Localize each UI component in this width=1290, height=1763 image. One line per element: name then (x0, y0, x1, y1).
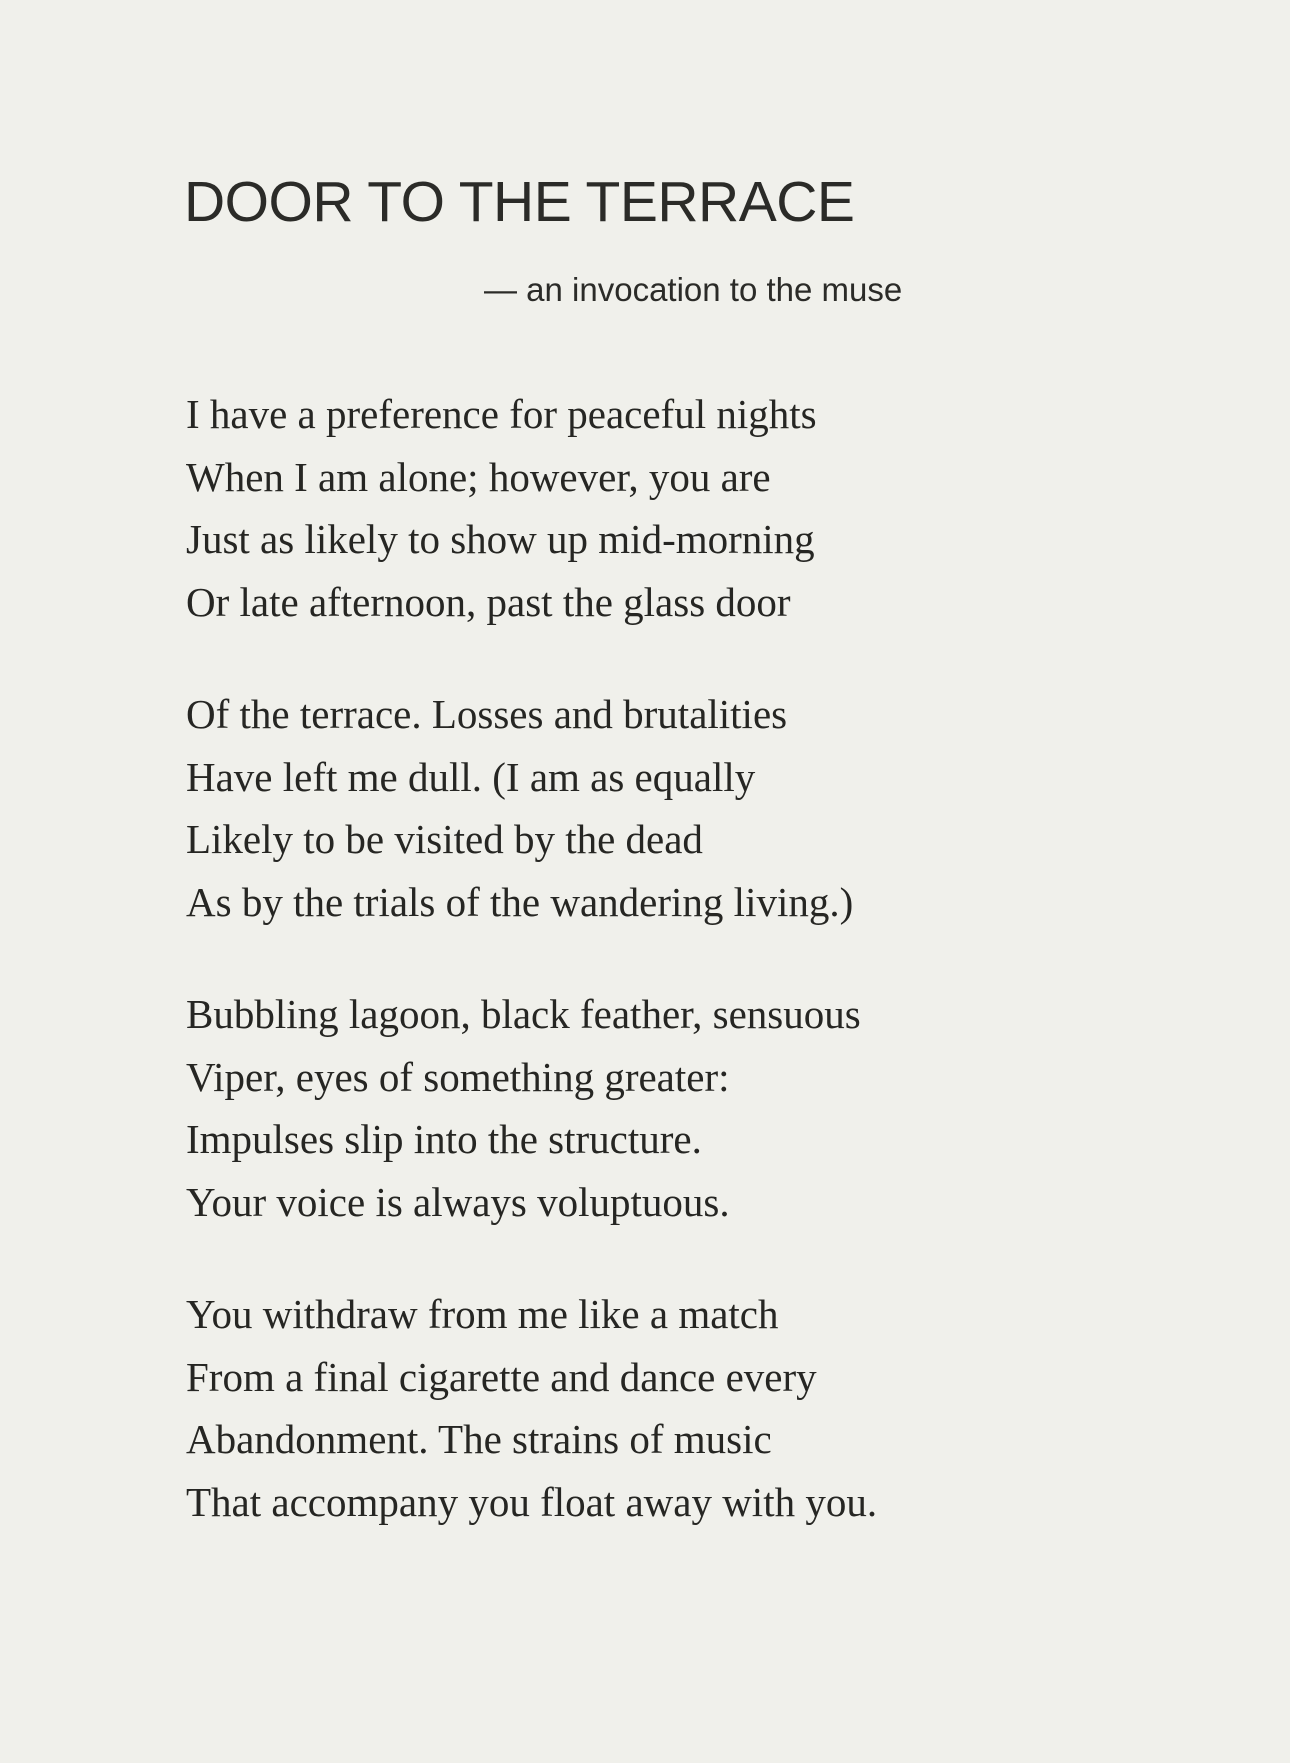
poem-line: Of the terrace. Losses and brutalities (186, 691, 788, 737)
poem-line: Just as likely to show up mid-morning (186, 516, 815, 562)
stanza-1 (186, 383, 817, 633)
poem-line: Viper, eyes of something greater: (186, 1053, 730, 1100)
poem-subtitle: — an invocation to the muse (484, 271, 903, 308)
poem-line: Abandonment. The strains of music (186, 1416, 772, 1462)
poem-line: You withdraw from me like a match (186, 1291, 779, 1337)
poem-line: Impulses slip into the structure. (186, 1116, 702, 1162)
poem-line: Have left me dull. (I am as equally (186, 753, 756, 800)
poem-line: Likely to be visited by the dead (186, 816, 703, 862)
poem-line: Or late afternoon, past the glass door (186, 578, 791, 625)
poem-line: I have a preference for peaceful nights (186, 391, 817, 437)
poem-title: DOOR TO THE TERRACE (184, 170, 855, 234)
poem-line: That accompany you float away with you. (186, 1478, 878, 1525)
poem-line: Bubbling lagoon, black feather, sensuous (186, 991, 861, 1037)
poem-line: Your voice is always voluptuous. (186, 1178, 730, 1225)
poem-line: From a final cigarette and dance every (186, 1353, 817, 1400)
stanza-4 (186, 1283, 877, 1533)
stanza-3 (186, 983, 861, 1233)
poem-line: When I am alone; however, you are (186, 453, 771, 500)
poem-line: As by the trials of the wandering living.) (186, 878, 854, 925)
stanza-2 (186, 683, 853, 933)
